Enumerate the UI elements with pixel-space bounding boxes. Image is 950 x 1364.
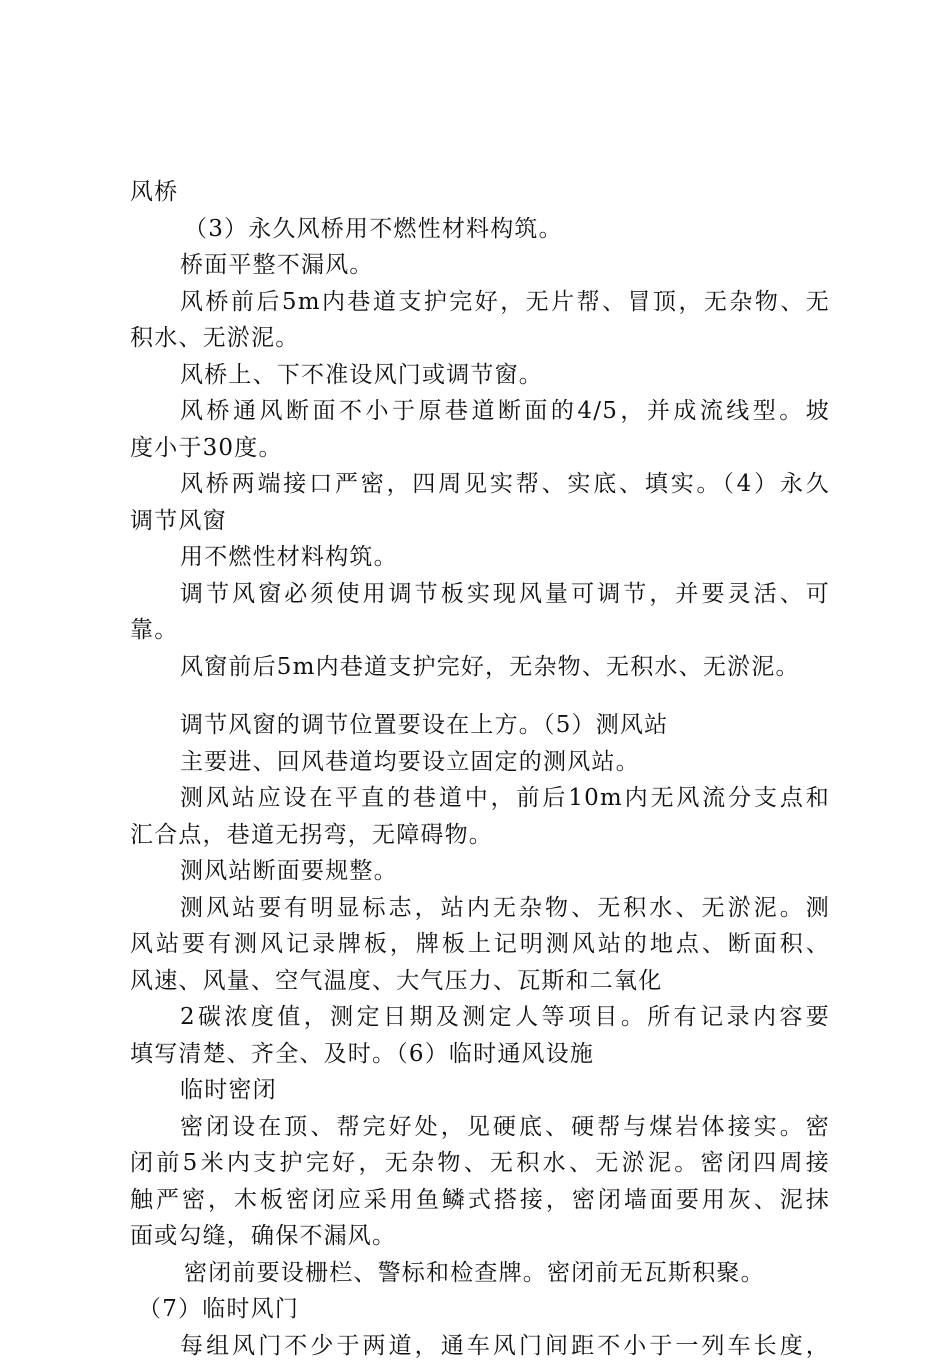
paragraph-line: 触严密，木板密闭应采用鱼鳞式搭接，密闭墙面要用灰、泥抹 xyxy=(130,1182,830,1219)
paragraph-line: 汇合点，巷道无拐弯，无障碍物。 xyxy=(130,817,830,854)
paragraph-line: 闭前5米内支护完好，无杂物、无积水、无淤泥。密闭四周接 xyxy=(130,1145,830,1182)
paragraph-line: 主要进、回风巷道均要设立固定的测风站。 xyxy=(130,744,830,781)
paragraph-line: 填写清楚、齐全、及时。（6）临时通风设施 xyxy=(130,1036,830,1073)
paragraph-line: 积水、无淤泥。 xyxy=(130,320,830,357)
paragraph-line: 测风站应设在平直的巷道中，前后10m内无风流分支点和 xyxy=(130,780,830,817)
paragraph-line: 密闭前要设栅栏、警标和检查牌。密闭前无瓦斯积聚。 xyxy=(130,1255,830,1292)
paragraph-line: 用不燃性材料构筑。 xyxy=(130,539,830,576)
paragraph-line: 风桥通风断面不小于原巷道断面的4/5，并成流线型。坡 xyxy=(130,393,830,430)
paragraph-line: 调节风窗的调节位置要设在上方。（5）测风站 xyxy=(130,707,830,744)
paragraph-line: 调节风窗必须使用调节板实现风量可调节，并要灵活、可 xyxy=(130,576,830,613)
paragraph-line: 风窗前后5m内巷道支护完好，无杂物、无积水、无淤泥。 xyxy=(130,649,830,686)
paragraph-line: 风桥上、下不准设风门或调节窗。 xyxy=(130,357,830,394)
paragraph-line: 靠。 xyxy=(130,612,830,649)
paragraph-line: 2碳浓度值，测定日期及测定人等项目。所有记录内容要 xyxy=(130,999,830,1036)
paragraph-line: 临时密闭 xyxy=(130,1072,830,1109)
paragraph-line: 面或勾缝，确保不漏风。 xyxy=(130,1218,830,1255)
paragraph-line: 度小于30度。 xyxy=(130,430,830,467)
document-body xyxy=(130,174,830,1364)
paragraph-line: （3）永久风桥用不燃性材料构筑。 xyxy=(130,211,830,248)
paragraph-line: 测风站断面要规整。 xyxy=(130,853,830,890)
paragraph-line: 风桥两端接口严密，四周见实帮、实底、填实。（4）永久 xyxy=(130,466,830,503)
section-heading-temporary-door: （7）临时风门 xyxy=(130,1291,830,1328)
section-heading-air-bridge: 风桥 xyxy=(130,174,830,211)
paragraph-gap xyxy=(130,685,830,707)
paragraph-line: 密闭设在顶、帮完好处，见硬底、硬帮与煤岩体接实。密 xyxy=(130,1109,830,1146)
paragraph-line: 桥面平整不漏风。 xyxy=(130,247,830,284)
paragraph-line: 风速、风量、空气温度、大气压力、瓦斯和二氧化 xyxy=(130,963,830,1000)
paragraph-line: 测风站要有明显标志，站内无杂物、无积水、无淤泥。测 xyxy=(130,890,830,927)
paragraph-line: 调节风窗 xyxy=(130,503,830,540)
paragraph-line: 每组风门不少于两道，通车风门间距不小于一列车长度， xyxy=(130,1328,830,1364)
paragraph-line: 风桥前后5m内巷道支护完好，无片帮、冒顶，无杂物、无 xyxy=(130,284,830,321)
paragraph-line: 风站要有测风记录牌板，牌板上记明测风站的地点、断面积、 xyxy=(130,926,830,963)
